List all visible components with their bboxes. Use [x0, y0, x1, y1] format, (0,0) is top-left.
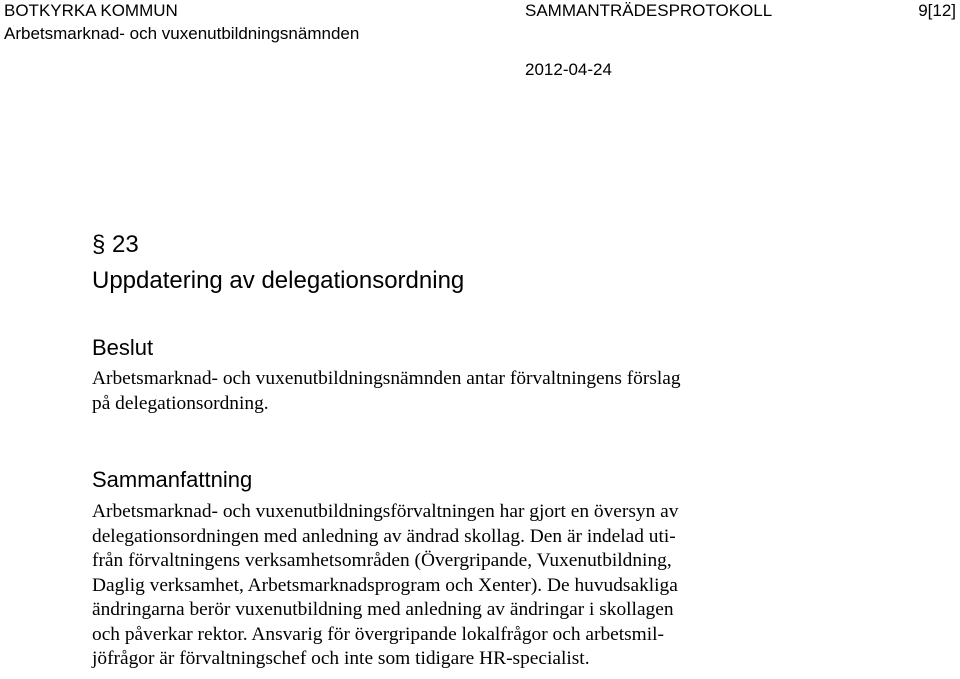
organization-name: BOTKYRKA KOMMUN	[4, 1, 178, 20]
committee-name: Arbetsmarknad- och vuxenutbildningsnämnden	[4, 24, 360, 43]
document-type: SAMMANTRÄDESPROTOKOLL	[525, 1, 773, 20]
text-line: ändringarna berör vuxenutbildning med anledning av ändringar i skollagen	[92, 599, 674, 620]
text-line: delegationsordningen med anledning av ändrad skollag. Den är indelad uti-	[92, 525, 676, 547]
beslut-heading: Beslut	[92, 335, 154, 360]
text-line: på delegationsordning.	[92, 392, 269, 414]
beslut-text	[92, 367, 681, 416]
text-line: jöfrågor är förvaltningschef och inte som tidigare HR-specialist.	[92, 648, 590, 669]
sammanfattning-text	[92, 500, 678, 672]
text-line: från förvaltningens verksamhetsområden (Övergripande, Vuxenutbildning,	[92, 550, 672, 571]
meeting-date: 2012-04-24	[525, 60, 612, 79]
text-line: Daglig verksamhet, Arbetsmarknadsprogram och Xenter). De huvudsakliga	[92, 574, 678, 596]
text-line: Arbetsmarknad- och vuxenutbildningsförvaltningen har gjort en översyn av	[92, 501, 679, 522]
text-line: och påverkar rektor. Ansvarig för övergripande lokalfrågor och arbetsmil-	[92, 623, 664, 645]
text-line: Arbetsmarknad- och vuxenutbildningsnämnden antar förvaltningens förslag	[92, 368, 681, 389]
section-title: Uppdatering av delegationsordning	[92, 267, 465, 294]
page-number: 9[12]	[918, 1, 956, 20]
sammanfattning-heading: Sammanfattning	[92, 467, 253, 492]
paragraph-number: § 23	[92, 231, 139, 258]
